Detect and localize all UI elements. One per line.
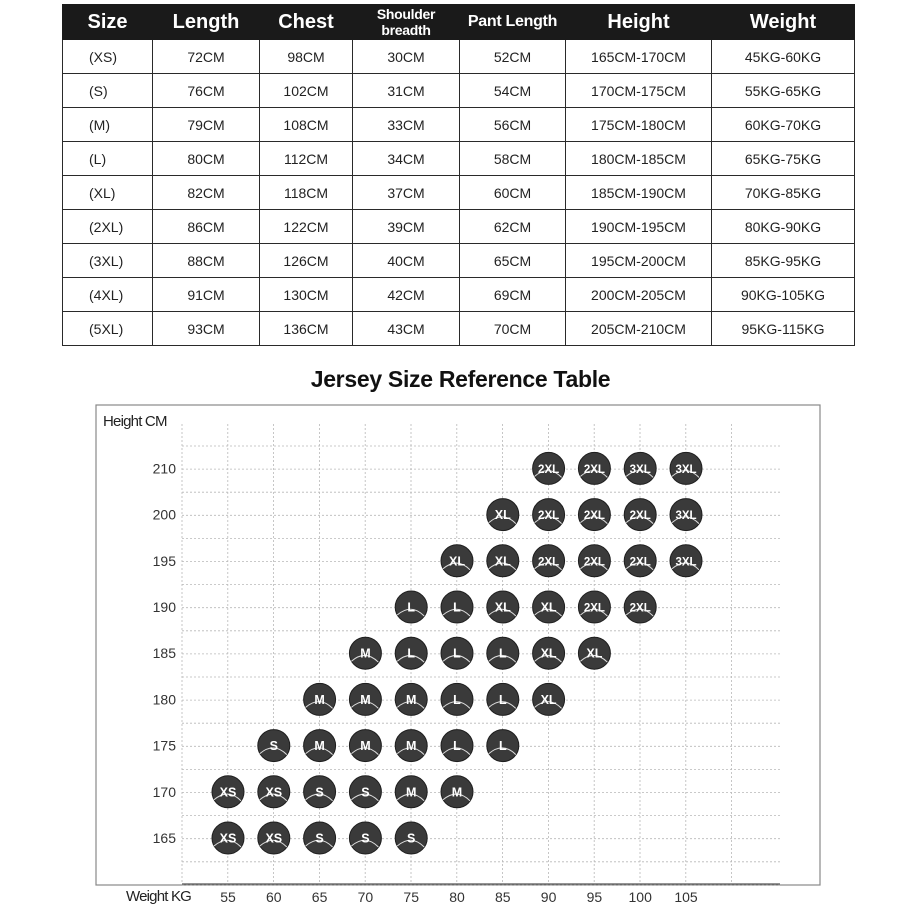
cell-length: 93CM [153,312,260,346]
cell-chest: 108CM [260,108,353,142]
size-marker [533,452,565,484]
cell-length: 76CM [153,74,260,108]
size-marker [304,730,336,762]
size-marker [533,683,565,715]
size-marker [487,499,519,531]
cell-shoulder-breadth: 43CM [353,312,460,346]
cell-weight: 55KG-65KG [712,74,855,108]
x-tick-label: 65 [311,889,328,905]
cell-size: (XL) [63,176,153,210]
x-tick-label: 95 [586,889,603,905]
cell-height: 165CM-170CM [566,40,712,74]
size-marker-label: M [405,692,417,707]
size-marker-label: 3XL [629,463,651,476]
x-tick-label: 60 [266,889,282,905]
cell-shoulder-breadth: 42CM [353,278,460,312]
size-marker-label: M [360,692,371,707]
x-tick-label: 75 [403,889,419,905]
y-tick-label: 190 [152,599,176,615]
size-marker-label: XS [219,831,237,846]
size-marker [304,776,336,808]
cell-chest: 98CM [260,40,353,74]
size-marker [304,822,336,854]
cell-size: (S) [63,74,153,108]
size-marker-label: L [407,600,416,615]
size-marker-label: S [315,831,324,846]
size-marker-label: 2XL [629,602,651,615]
cell-length: 79CM [153,108,260,142]
cell-weight: 80KG-90KG [712,210,855,244]
cell-size: (5XL) [63,312,153,346]
size-marker-label: XL [494,554,511,569]
size-marker-label: 2XL [629,556,651,569]
size-marker-label: XS [219,785,237,800]
size-marker-label: 2XL [538,510,560,523]
size-marker [349,683,381,715]
cell-shoulder-breadth: 34CM [353,142,460,176]
cell-size: (4XL) [63,278,153,312]
cell-size: (2XL) [63,210,153,244]
size-marker [670,452,702,484]
x-tick-label: 55 [220,889,236,905]
size-marker [441,683,473,715]
size-marker [258,730,290,762]
size-marker-label: 3XL [675,510,697,523]
cell-length: 88CM [153,244,260,278]
size-marker-label: 2XL [629,510,651,523]
x-tick-label: 85 [495,889,511,905]
header-weight: Weight [712,5,855,40]
y-tick-label: 170 [152,783,176,800]
cell-size: (L) [63,142,153,176]
size-marker [624,452,656,484]
size-marker [441,730,473,762]
size-marker-label: S [361,831,370,846]
cell-pant-length: 62CM [460,210,566,244]
size-marker-label: XS [265,785,283,800]
size-marker-label: L [453,600,461,615]
size-marker [487,683,519,715]
size-marker-label: XL [449,554,465,569]
cell-shoulder-breadth: 39CM [353,210,460,244]
cell-pant-length: 56CM [460,108,566,142]
size-marker-label: M [314,692,325,707]
cell-weight: 70KG-85KG [712,176,855,210]
y-tick-label: 185 [152,645,176,662]
cell-weight: 90KG-105KG [712,278,855,312]
size-marker-label: M [405,785,417,800]
cell-height: 200CM-205CM [566,278,712,312]
header-shoulder-breadth: Shoulder breadth [353,5,460,40]
size-marker-label: XL [494,600,511,615]
size-marker-label: XL [494,508,511,523]
header-pant-length: Pant Length [460,5,566,40]
size-marker [349,730,381,762]
cell-chest: 112CM [260,142,353,176]
cell-shoulder-breadth: 40CM [353,244,460,278]
size-marker-label: M [360,739,371,754]
size-marker [395,822,427,854]
size-marker [441,545,473,577]
size-marker [441,637,473,669]
cell-weight: 60KG-70KG [712,108,855,142]
size-marker [441,776,473,808]
size-marker [533,499,565,531]
cell-pant-length: 70CM [460,312,566,346]
size-marker-label: L [498,739,507,754]
cell-chest: 126CM [260,244,353,278]
size-marker [487,591,519,623]
size-marker [212,822,244,854]
cell-length: 80CM [153,142,260,176]
size-marker [258,822,290,854]
size-marker [670,545,702,577]
y-tick-label: 180 [152,691,176,708]
header-height: Height [566,5,712,40]
x-tick-label: 100 [628,889,652,905]
y-tick-label: 165 [152,830,176,846]
cell-size: (XS) [63,40,153,74]
chart-title: Jersey Size Reference Table [310,366,611,392]
x-tick-label: 80 [449,889,465,905]
cell-height: 185CM-190CM [566,176,712,210]
size-marker-label: XL [540,692,557,707]
cell-pant-length: 65CM [460,244,566,278]
size-marker-label: L [453,739,461,754]
cell-pant-length: 60CM [460,176,566,210]
size-marker [533,591,565,623]
y-tick-label: 195 [152,552,176,569]
size-marker [395,730,427,762]
size-marker [624,545,656,577]
size-marker [441,591,473,623]
cell-height: 175CM-180CM [566,108,712,142]
size-marker [533,637,565,669]
cell-chest: 118CM [260,176,353,210]
cell-shoulder-breadth: 37CM [353,176,460,210]
size-marker-label: XL [540,646,557,661]
cell-pant-length: 54CM [460,74,566,108]
cell-chest: 122CM [260,210,353,244]
cell-chest: 130CM [260,278,353,312]
cell-pant-length: 52CM [460,40,566,74]
cell-height: 170CM-175CM [566,74,712,108]
cell-chest: 102CM [260,74,353,108]
size-marker [533,545,565,577]
x-axis-label: Weight KG [126,888,192,905]
x-tick-label: 90 [540,889,557,905]
size-marker-label: M [360,646,371,661]
size-marker [578,591,610,623]
size-marker [578,499,610,531]
size-marker-label: M [451,785,463,800]
cell-length: 72CM [153,40,260,74]
cell-size: (3XL) [63,244,153,278]
size-marker [349,637,381,669]
size-marker [395,776,427,808]
size-marker [258,776,290,808]
size-marker-label: 2XL [583,556,605,569]
cell-chest: 136CM [260,312,353,346]
cell-length: 86CM [153,210,260,244]
size-marker [487,637,519,669]
size-marker-label: M [405,739,417,754]
size-marker [487,545,519,577]
x-tick-label: 105 [674,889,698,905]
y-tick-label: 210 [152,460,176,477]
size-marker-label: L [498,646,507,661]
size-marker-label: 2XL [583,602,605,615]
size-marker-label: L [453,692,461,707]
size-marker-label: XL [540,600,557,615]
header-chest: Chest [260,5,353,40]
size-marker [578,545,610,577]
size-marker-label: 2XL [583,463,605,476]
size-marker-label: S [315,785,324,800]
x-tick-label: 70 [357,889,374,905]
size-marker [578,452,610,484]
size-marker [349,776,381,808]
cell-shoulder-breadth: 30CM [353,40,460,74]
cell-height: 190CM-195CM [566,210,712,244]
size-marker-label: 2XL [538,463,560,476]
size-marker-label: S [269,739,278,754]
size-marker-label: S [361,785,370,800]
size-marker [624,499,656,531]
size-marker-label: 3XL [675,463,697,476]
size-marker-label: L [498,692,507,707]
size-marker [395,683,427,715]
cell-length: 91CM [153,278,260,312]
size-marker-label: XS [265,831,283,846]
size-marker-label: L [407,646,416,661]
cell-shoulder-breadth: 31CM [353,74,460,108]
size-marker [212,776,244,808]
cell-shoulder-breadth: 33CM [353,108,460,142]
cell-weight: 85KG-95KG [712,244,855,278]
size-marker [578,637,610,669]
size-marker [624,591,656,623]
y-tick-label: 175 [152,737,176,754]
cell-weight: 95KG-115KG [712,312,855,346]
size-marker-label: XL [586,646,603,661]
size-marker [670,499,702,531]
cell-length: 82CM [153,176,260,210]
cell-height: 195CM-200CM [566,244,712,278]
size-marker-label: S [407,831,416,846]
y-tick-label: 200 [152,506,176,523]
size-marker [349,822,381,854]
y-axis-label: Height CM [103,413,167,430]
cell-pant-length: 58CM [460,142,566,176]
cell-height: 180CM-185CM [566,142,712,176]
size-marker [395,591,427,623]
cell-size: (M) [63,108,153,142]
cell-weight: 45KG-60KG [712,40,855,74]
size-marker-label: 3XL [675,556,697,569]
size-marker [395,637,427,669]
size-marker [487,730,519,762]
header-size: Size [63,5,153,40]
cell-height: 205CM-210CM [566,312,712,346]
cell-weight: 65KG-75KG [712,142,855,176]
size-marker [304,683,336,715]
size-marker-label: 2XL [538,556,560,569]
size-marker-label: L [453,646,461,661]
size-marker-label: 2XL [583,510,605,523]
cell-pant-length: 69CM [460,278,566,312]
size-marker-label: M [314,739,325,754]
header-length: Length [153,5,260,40]
